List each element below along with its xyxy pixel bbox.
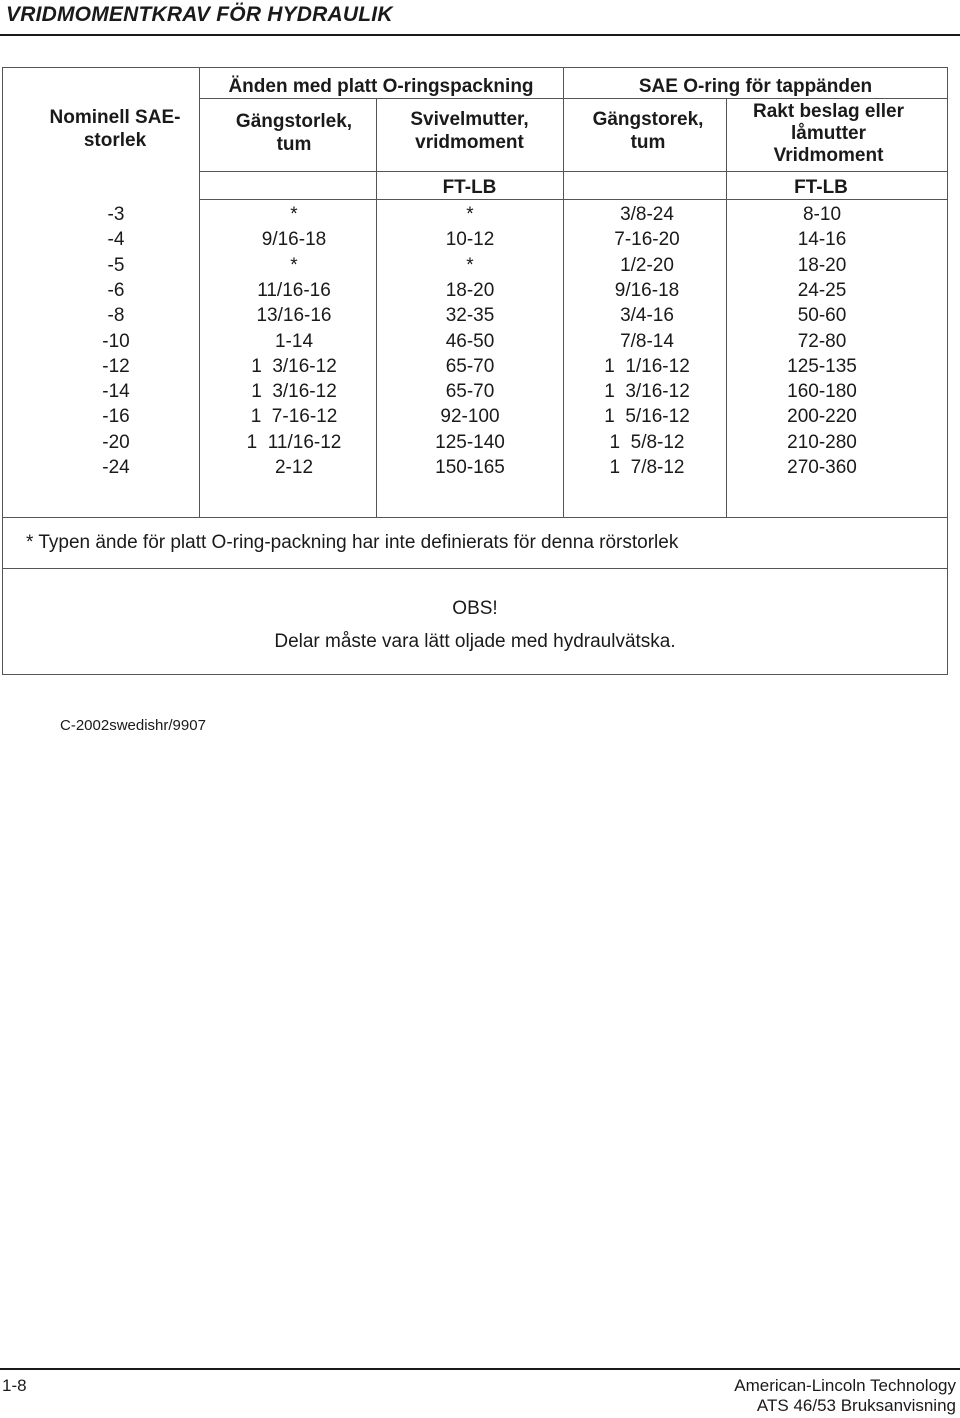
cell-flat-torque: 10-12 [445,229,495,251]
header-flat-thread-size: Gängstorlek, tum [235,111,353,155]
cell-flat-thread-size: 13/16-16 [256,305,332,327]
cell-flat-thread-size: 2-12 [274,457,314,478]
cell-nominal-size: -14 [102,381,130,403]
unit-row-divider [199,199,948,200]
unit-label-ftlb: FT-LB [442,177,497,198]
header-nominal-size: Nominell SAE- storlek [49,107,181,151]
cell-nominal-size: -16 [102,406,130,428]
cell-sae-torque: 14-16 [797,229,847,251]
cell-flat-thread-size: 1 3/16-12 [251,381,337,403]
cell-flat-thread-size: 1-14 [274,330,314,352]
cell-sae-thread-size: 1/2-20 [620,254,674,276]
cell-sae-thread-size: 3/8-24 [620,204,674,225]
cell-flat-thread-size: 11/16-16 [257,279,331,301]
cell-nominal-size: -10 [102,330,130,352]
footnote: * Typen ände för platt O-ring-packning har inte definierats för denna rörstorlek [26,532,679,553]
table-row [0,253,946,278]
header-sae-oring-group: SAE O-ring för tappänden [638,76,873,97]
title-rule [0,34,960,36]
cell-sae-torque: 72-80 [797,330,847,352]
cell-flat-thread-size: * [290,204,298,225]
unit-row-divider [199,171,948,172]
header-flat-oring-group: Änden med platt O-ringspackning [228,76,534,97]
cell-nominal-size: -5 [107,254,125,276]
cell-sae-thread-size: 7/8-14 [620,330,674,352]
cell-sae-thread-size: 7-16-20 [614,229,680,251]
cell-sae-thread-size: 1 1/16-12 [604,355,690,377]
table-row [0,329,946,354]
table-row [0,430,946,455]
obs-text: Delar måste vara lätt oljade med hydraulvätska. [274,631,676,652]
cell-sae-thread-size: 1 5/8-12 [609,431,685,453]
cell-flat-thread-size: 1 7-16-12 [250,406,338,428]
cell-flat-thread-size: 1 11/16-12 [246,431,342,453]
cell-sae-thread-size: 3/4-16 [620,305,674,327]
cell-flat-torque: 150-165 [435,457,505,478]
cell-sae-thread-size: 1 7/8-12 [609,457,685,478]
cell-nominal-size: -3 [107,204,125,225]
table-row [0,379,946,404]
cell-flat-torque: 46-50 [445,330,495,352]
group-header-divider [199,98,948,99]
obs-title: OBS! [452,598,498,619]
table-row [0,202,946,227]
cell-flat-thread-size: 9/16-18 [261,229,327,251]
cell-nominal-size: -6 [107,279,125,301]
cell-nominal-size: -12 [102,355,130,377]
cell-flat-thread-size: * [290,254,298,276]
header-sae-thread-size: Gängstorek, tum [592,109,704,153]
cell-sae-torque: 210-280 [787,431,857,453]
cell-flat-torque: 32-35 [445,305,495,327]
cell-sae-thread-size: 1 3/16-12 [604,381,690,403]
cell-flat-torque: * [466,204,474,225]
cell-nominal-size: -8 [107,305,125,327]
cell-sae-torque: 125-135 [787,355,857,377]
cell-nominal-size: -20 [102,431,130,453]
page-title: VRIDMOMENTKRAV FÖR HYDRAULIK [6,3,393,26]
footer-manual-title: ATS 46/53 Bruksanvisning [756,1396,956,1415]
page-number: 1-8 [2,1376,27,1395]
cell-sae-torque: 8-10 [802,204,842,225]
header-sae-torque: Rakt beslag eller låmutter Vridmoment [752,101,905,166]
cell-nominal-size: -4 [107,229,125,251]
cell-flat-torque: * [466,254,474,276]
cell-sae-torque: 18-20 [797,254,847,276]
footnote-divider [2,517,948,518]
footer-company: American-Lincoln Technology [734,1376,956,1395]
cell-flat-torque: 125-140 [435,431,505,453]
table-row [0,354,946,379]
table-row [0,303,946,328]
table-row [0,455,946,480]
cell-flat-torque: 65-70 [445,381,495,403]
cell-sae-torque: 270-360 [787,457,857,478]
cell-sae-torque: 50-60 [797,305,847,327]
cell-sae-torque: 24-25 [797,279,847,301]
table-row [0,278,946,303]
cell-flat-torque: 65-70 [445,355,495,377]
cell-sae-thread-size: 9/16-18 [614,279,680,301]
cell-sae-thread-size: 1 5/16-12 [604,406,690,428]
cell-nominal-size: -24 [102,457,130,478]
document-code: C-2002swedishr/9907 [60,717,206,734]
footer-rule [0,1368,960,1370]
header-flat-swivel-torque: Svivelmutter, vridmoment [410,109,529,153]
table-row [0,227,946,252]
obs-divider [2,568,948,569]
cell-flat-torque: 92-100 [440,406,500,428]
cell-sae-torque: 160-180 [787,381,857,403]
cell-flat-thread-size: 1 3/16-12 [251,355,337,377]
cell-flat-torque: 18-20 [445,279,495,301]
unit-label-ftlb: FT-LB [794,177,848,198]
cell-sae-torque: 200-220 [787,406,857,428]
table-row [0,404,946,429]
